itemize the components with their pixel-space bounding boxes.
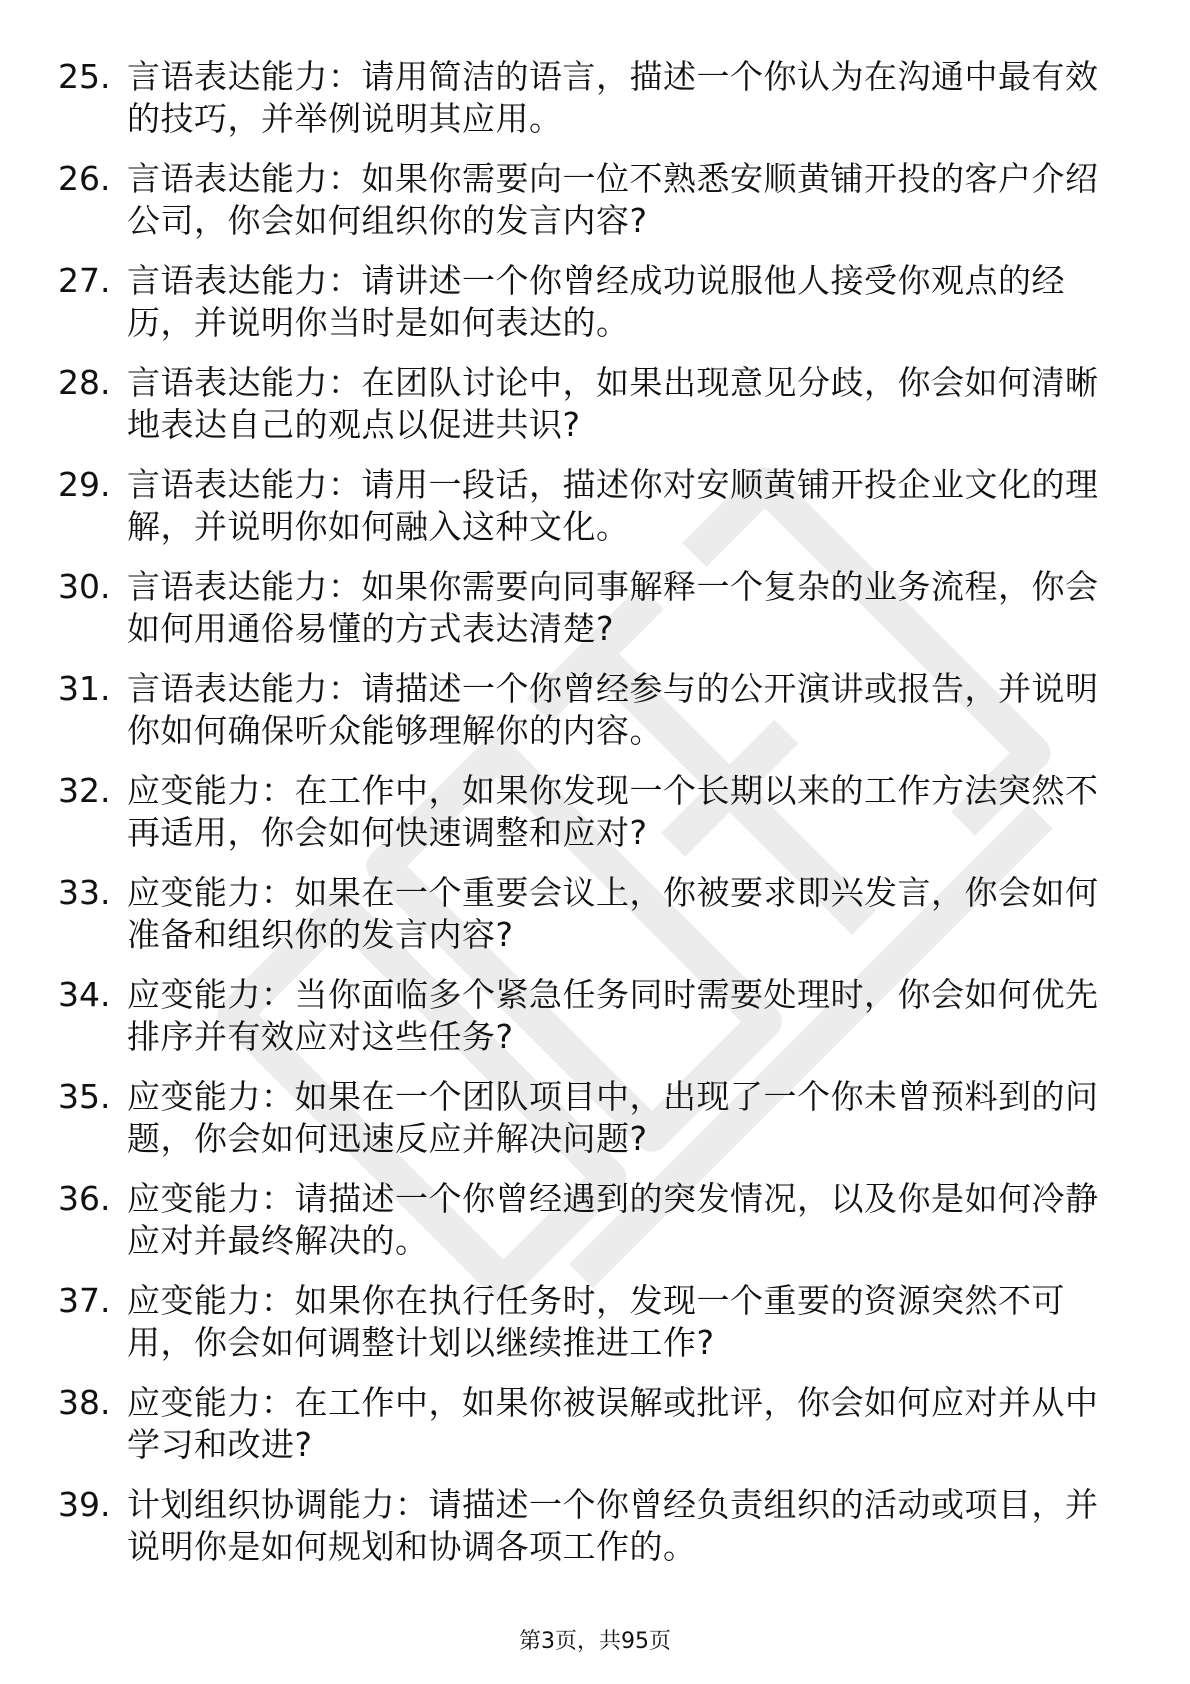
question-text: 应变能力：请描述一个你曾经遇到的突发情况，以及你是如何冷静应对并最终解决的。	[127, 1179, 1099, 1260]
question-item	[0, 864, 1190, 966]
question-item	[0, 966, 1190, 1068]
question-item	[0, 762, 1190, 864]
question-number: 37.	[58, 1281, 111, 1320]
question-item	[0, 1068, 1190, 1170]
question-item	[0, 660, 1190, 762]
question-item	[0, 354, 1190, 456]
question-item	[0, 1476, 1190, 1578]
question-text: 言语表达能力：在团队讨论中，如果出现意见分歧，你会如何清晰地表达自己的观点以促进共识?	[127, 363, 1099, 444]
question-text: 应变能力：在工作中，如果你发现一个长期以来的工作方法突然不再适用，你会如何快速调整和应对?	[127, 771, 1099, 852]
question-number: 31.	[58, 669, 111, 708]
question-item	[0, 252, 1190, 354]
page-footer: 第3页，共95页	[519, 1629, 671, 1654]
question-text: 应变能力：如果在一个重要会议上，你被要求即兴发言，你会如何准备和组织你的发言内容?	[127, 873, 1099, 954]
question-item	[0, 1170, 1190, 1272]
question-number: 25.	[58, 57, 111, 96]
question-item	[0, 1272, 1190, 1374]
question-number: 32.	[58, 771, 111, 810]
question-number: 36.	[58, 1179, 111, 1218]
question-text: 言语表达能力：如果你需要向同事解释一个复杂的业务流程，你会如何用通俗易懂的方式表达清楚?	[127, 567, 1099, 648]
question-number: 38.	[58, 1383, 111, 1422]
question-text: 言语表达能力：请描述一个你曾经参与的公开演讲或报告，并说明你如何确保听众能够理解你的内容。	[127, 669, 1099, 750]
question-number: 30.	[58, 567, 111, 606]
question-number: 35.	[58, 1077, 111, 1116]
question-number: 27.	[58, 261, 111, 300]
question-item	[0, 1374, 1190, 1476]
question-item	[0, 48, 1190, 150]
question-number: 26.	[58, 159, 111, 198]
question-text: 应变能力：如果在一个团队项目中，出现了一个你未曾预料到的问题，你会如何迅速反应并解决问题?	[127, 1077, 1099, 1158]
question-text: 言语表达能力：如果你需要向一位不熟悉安顺黄铺开投的客户介绍公司，你会如何组织你的发言内容?	[127, 159, 1099, 240]
question-number: 28.	[58, 363, 111, 402]
question-text: 应变能力：当你面临多个紧急任务同时需要处理时，你会如何优先排序并有效应对这些任务?	[127, 975, 1099, 1056]
question-number: 34.	[58, 975, 111, 1014]
question-item	[0, 558, 1190, 660]
question-number: 39.	[58, 1485, 111, 1524]
question-list	[0, 48, 1190, 1578]
question-text: 计划组织协调能力：请描述一个你曾经负责组织的活动或项目，并说明你是如何规划和协调各项工作的。	[127, 1485, 1099, 1566]
question-item	[0, 456, 1190, 558]
question-text: 应变能力：在工作中，如果你被误解或批评，你会如何应对并从中学习和改进?	[127, 1383, 1099, 1464]
question-number: 33.	[58, 873, 111, 912]
question-text: 言语表达能力：请讲述一个你曾经成功说服他人接受你观点的经历，并说明你当时是如何表达的。	[127, 261, 1065, 342]
question-text: 应变能力：如果你在执行任务时，发现一个重要的资源突然不可用，你会如何调整计划以继续推进工作?	[127, 1281, 1065, 1362]
question-item	[0, 150, 1190, 252]
question-text: 言语表达能力：请用一段话，描述你对安顺黄铺开投企业文化的理解，并说明你如何融入这种文化。	[127, 465, 1099, 546]
question-text: 言语表达能力：请用简洁的语言，描述一个你认为在沟通中最有效的技巧，并举例说明其应用。	[127, 57, 1099, 138]
question-number: 29.	[58, 465, 111, 504]
